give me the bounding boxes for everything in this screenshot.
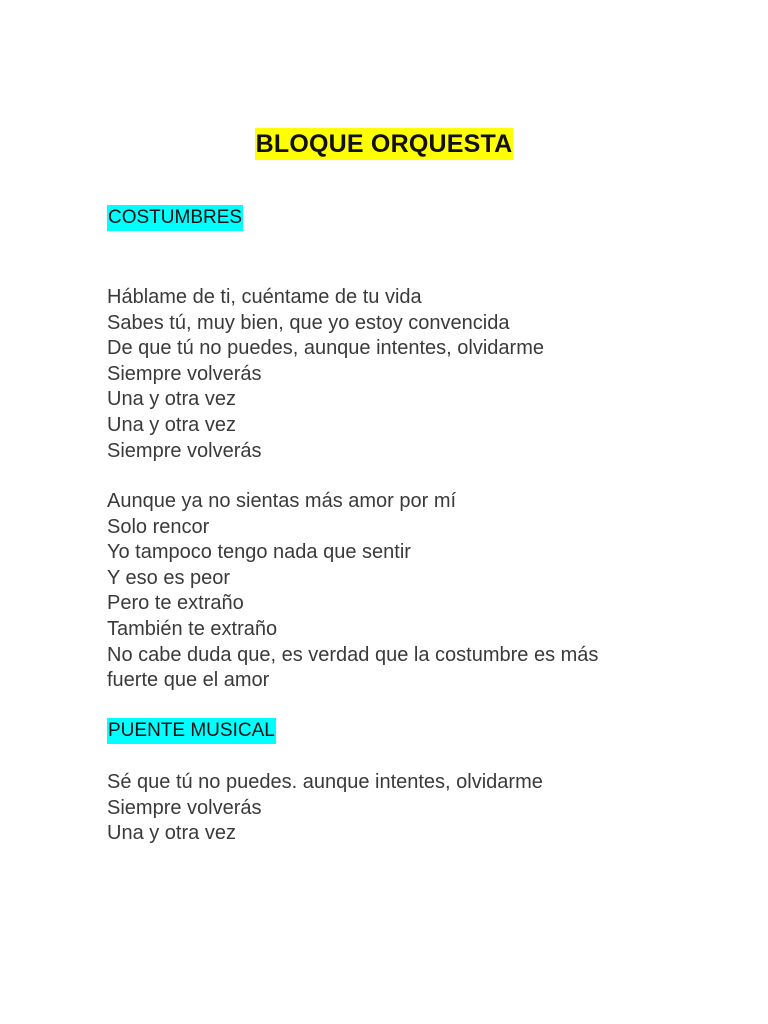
lyric-line: Siempre volverás xyxy=(107,362,262,385)
lyric-line: Una y otra vez xyxy=(107,822,236,845)
lyric-line: Pero te extraño xyxy=(107,592,244,615)
lyric-line: Sé que tú no puedes. aunque intentes, olvidarme xyxy=(107,771,543,793)
lyric-line: Siempre volverás xyxy=(107,796,262,819)
lyric-line: Y eso es peor xyxy=(107,566,231,589)
lyric-line: Sabes tú, muy bien, que yo estoy convencida xyxy=(107,311,510,334)
title-container xyxy=(0,128,768,160)
document-title: BLOQUE ORQUESTA xyxy=(255,130,513,158)
lyric-line: Solo rencor xyxy=(107,515,210,538)
lyric-line: Siempre volverás xyxy=(107,439,262,462)
lyric-line: Una y otra vez xyxy=(107,413,236,436)
stanza-1 xyxy=(107,285,544,464)
lyric-line: De que tú no puedes, aunque intentes, olvidarme xyxy=(107,337,544,360)
stanza-3 xyxy=(107,770,543,847)
lyric-line: No cabe duda que, es verdad que la costumbre es más xyxy=(107,643,599,666)
lyric-line: Aunque ya no sientas más amor por mí xyxy=(107,490,457,512)
section-label-puente-musical: PUENTE MUSICAL xyxy=(107,718,276,744)
lyric-line: Una y otra vez xyxy=(107,388,236,411)
lyric-line: Háblame de ti, cuéntame de tu vida xyxy=(107,286,422,308)
lyric-line: También te extraño xyxy=(107,617,278,640)
stanza-2 xyxy=(107,489,598,694)
lyric-line: fuerte que el amor xyxy=(107,669,270,692)
lyric-line: Yo tampoco tengo nada que sentir xyxy=(107,541,411,564)
section-label-costumbres: COSTUMBRES xyxy=(107,205,243,231)
